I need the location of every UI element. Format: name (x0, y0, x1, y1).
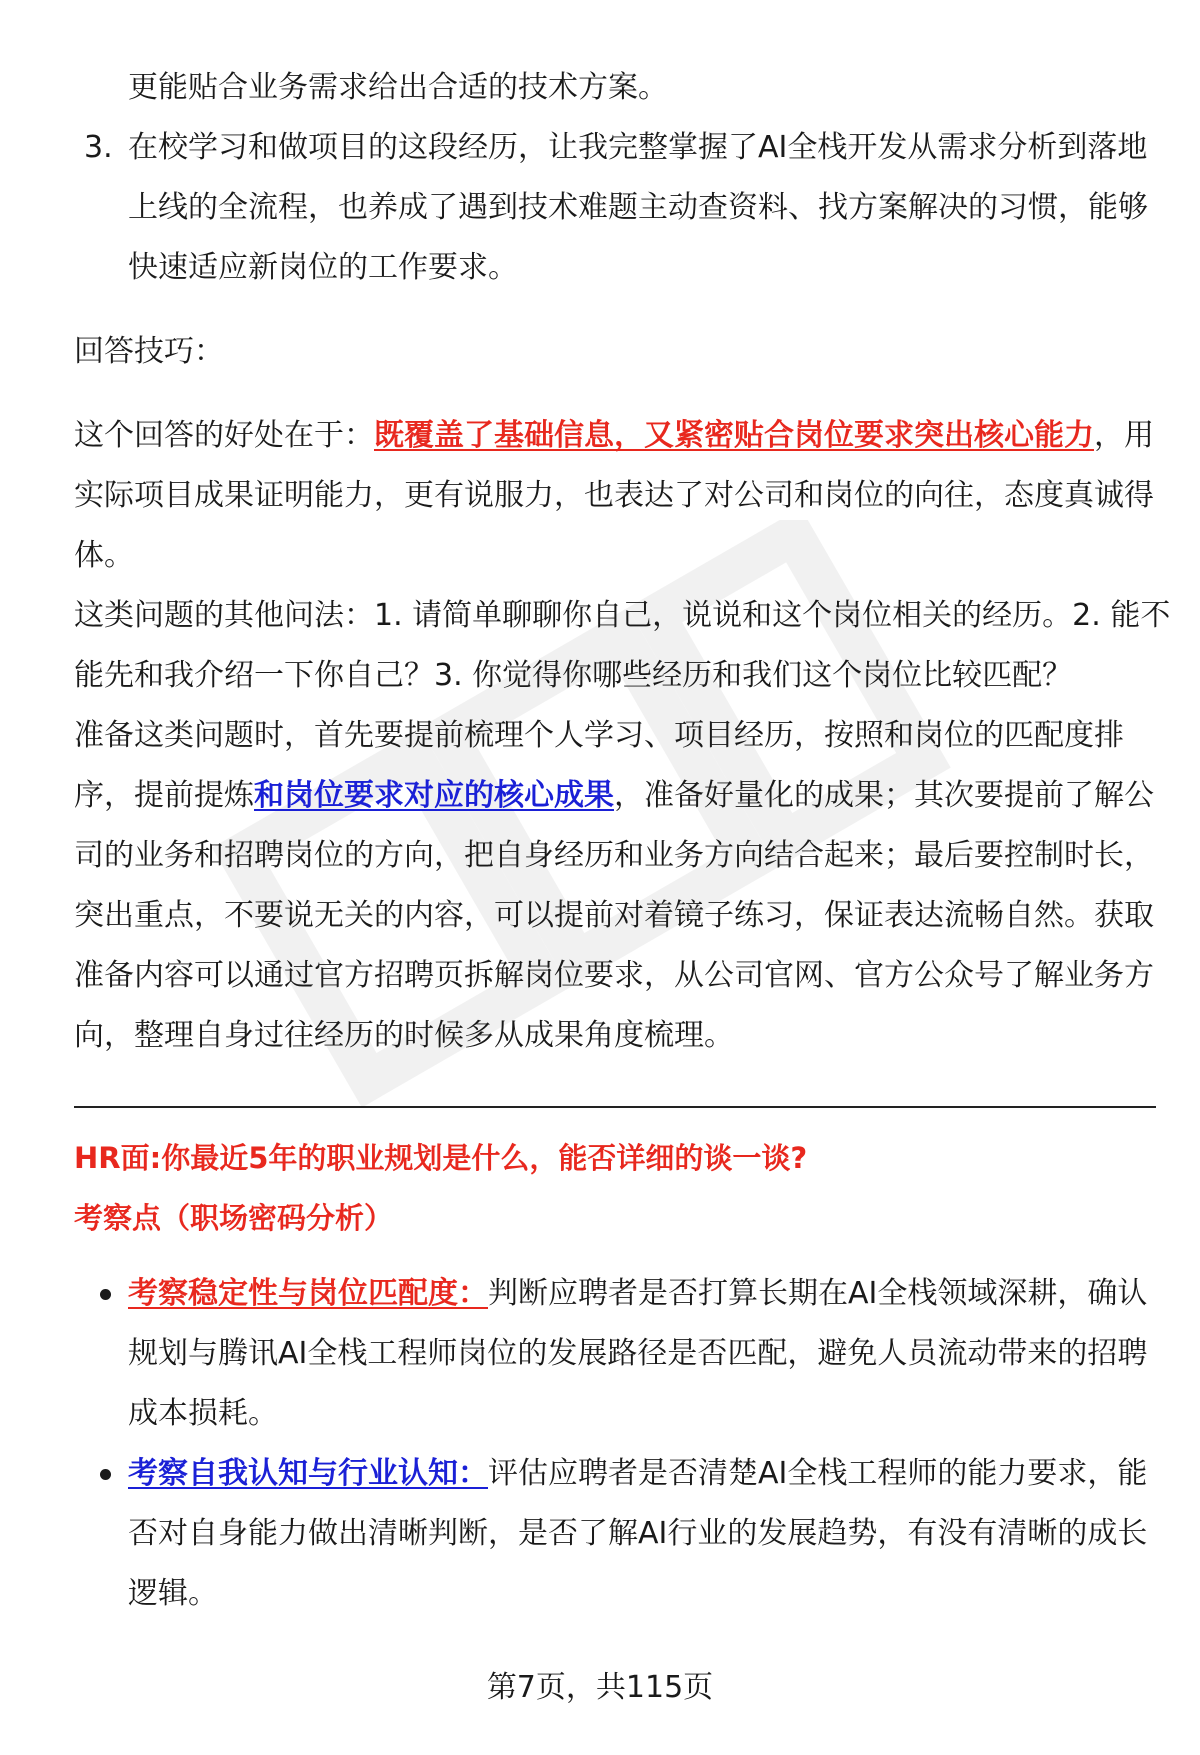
bullet-label: 考察稳定性与岗位匹配度： (128, 1276, 488, 1311)
paragraph-line: 实际项目成果证明能力，更有说服力，也表达了对公司和岗位的向往，态度真诚得 (74, 478, 1154, 513)
paragraph-line: 向，整理自身过往经历的时候多从成果角度梳理。 (74, 1018, 734, 1053)
bullet-line: 逻辑。 (128, 1576, 218, 1611)
paragraph-line: 能先和我介绍一下你自己？3. 你觉得你哪些经历和我们这个岗位比较匹配？ (74, 658, 1073, 693)
question-heading: HR面:你最近5年的职业规划是什么，能否详细的谈一谈? (74, 1141, 808, 1175)
item-3-line: 上线的全流程，也养成了遇到技术难题主动查资料、找方案解决的习惯，能够 (128, 190, 1148, 225)
text-run: 判断应聘者是否打算长期在AI全栈领域深耕，确认 (488, 1276, 1148, 1311)
highlight-red: 既覆盖了基础信息，又紧密贴合岗位要求突出核心能力 (374, 418, 1094, 453)
text-run: ，用 (1094, 418, 1154, 453)
paragraph-line: 突出重点，不要说无关的内容，可以提前对着镜子练习，保证表达流畅自然。获取 (74, 898, 1154, 933)
item-2-continuation: 更能贴合业务需求给出合适的技术方案。 (128, 70, 668, 105)
paragraph-line: 准备这类问题时，首先要提前梳理个人学习、项目经历，按照和岗位的匹配度排 (74, 718, 1124, 753)
bullet-dot-icon (100, 1289, 111, 1300)
item-3-line: 在校学习和做项目的这段经历，让我完整掌握了AI全栈开发从需求分析到落地 (128, 130, 1148, 165)
page-content (74, 58, 1171, 1624)
numbered-item-3 (74, 118, 1154, 298)
text-run: ，准备好量化的成果；其次要提前了解公 (614, 778, 1154, 813)
tips-paragraph-3 (74, 706, 1154, 1066)
bullet-line: 否对自身能力做出清晰判断，是否了解AI行业的发展趋势，有没有清晰的成长 (128, 1516, 1148, 1551)
tips-title: 回答技巧： (74, 334, 224, 369)
bullet-label: 考察自我认知与行业认知： (128, 1456, 488, 1491)
text-run: 这个回答的好处在于： (74, 418, 374, 453)
text-run: 评估应聘者是否清楚AI全栈工程师的能力要求，能 (488, 1456, 1148, 1491)
paragraph-line: 司的业务和招聘岗位的方向，把自身经历和业务方向结合起来；最后要控制时长， (74, 838, 1154, 873)
item-number: 3. (84, 130, 113, 165)
bullet-item (74, 1444, 1154, 1624)
paragraph-line: 这类问题的其他问法：1. 请简单聊聊你自己，说说和这个岗位相关的经历。2. 能不 (74, 598, 1171, 633)
bullet-line: 成本损耗。 (128, 1396, 278, 1431)
text-run: 序，提前提炼 (74, 778, 254, 813)
checkpoint-heading: 考察点（职场密码分析） (74, 1201, 394, 1235)
tips-paragraph-2 (74, 586, 1171, 706)
bullet-line: 规划与腾讯AI全栈工程师岗位的发展路径是否匹配，避免人员流动带来的招聘 (128, 1336, 1148, 1371)
page-footer: 第7页，共115页 (486, 1670, 714, 1705)
bullet-dot-icon (100, 1469, 111, 1480)
bullet-item (74, 1264, 1154, 1444)
tips-paragraph-1 (74, 406, 1154, 586)
highlight-blue: 和岗位要求对应的核心成果 (254, 778, 614, 813)
paragraph-line: 体。 (74, 538, 134, 573)
paragraph-line: 准备内容可以通过官方招聘页拆解岗位要求，从公司官网、官方公众号了解业务方 (74, 958, 1154, 993)
item-3-line: 快速适应新岗位的工作要求。 (128, 250, 518, 285)
